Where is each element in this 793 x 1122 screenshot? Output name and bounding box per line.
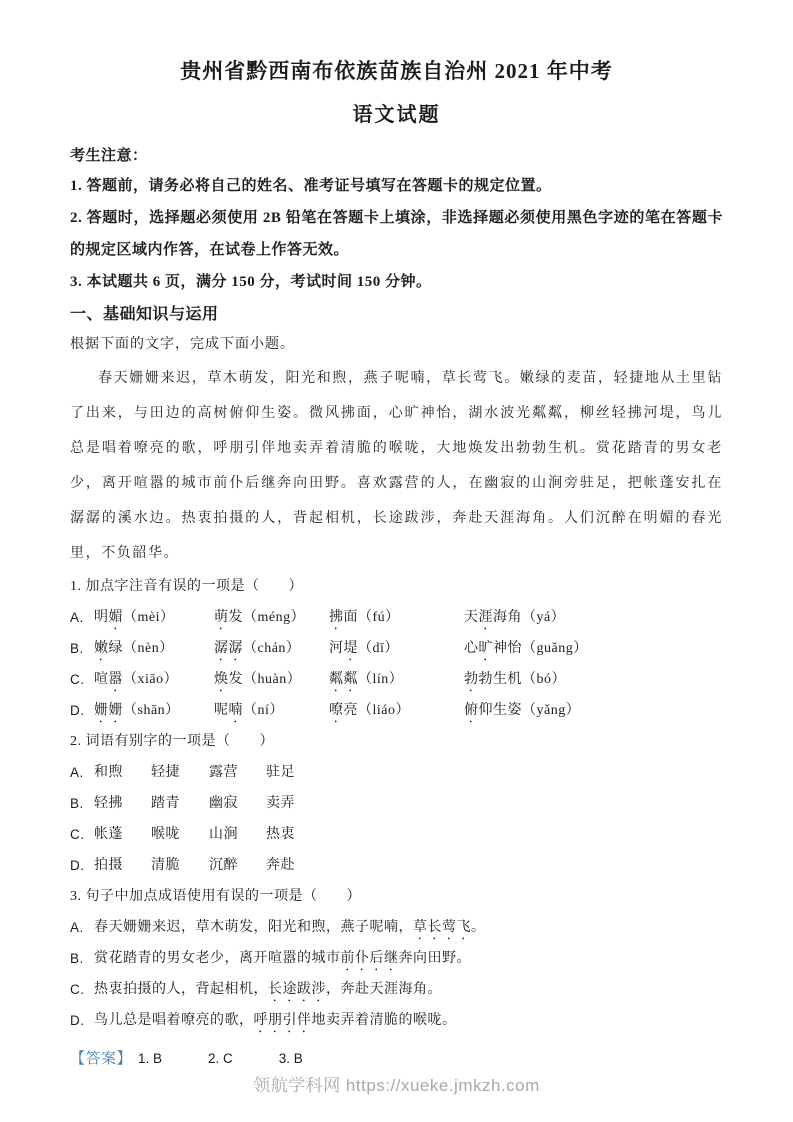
option-cell: 俯仰生姿（yǎng） bbox=[464, 703, 581, 718]
answer-item-3: 3. B bbox=[278, 1051, 303, 1066]
q1-option-row-a bbox=[70, 602, 723, 633]
option-cell: 粼粼（lín） bbox=[329, 672, 404, 687]
option-cell: 潺潺（chán） bbox=[214, 641, 301, 656]
notice-item-1: 1. 答题前，请务必将自己的姓名、准考证号填写在答题卡的规定位置。 bbox=[70, 178, 552, 194]
option-label: B. bbox=[70, 796, 84, 811]
option-word: 轻捷 bbox=[151, 765, 180, 780]
watermark-text: 领航学科网 https://xueke.jmkzh.com bbox=[253, 1076, 540, 1095]
option-word: 清脆 bbox=[151, 858, 180, 873]
paper-title: 贵州省黔西南布依族苗族自治州 2021 年中考 bbox=[180, 59, 613, 83]
option-cell: 嘹亮（liáo） bbox=[329, 703, 410, 718]
notice-heading: 考生注意： bbox=[70, 148, 148, 164]
option-word: 和煦 bbox=[94, 765, 123, 780]
option-word: 驻足 bbox=[266, 765, 295, 780]
option-word: 露营 bbox=[209, 765, 238, 780]
question-1-stem: 1. 加点字注音有误的一项是（ ） bbox=[70, 579, 303, 594]
q3-option-row-c bbox=[70, 974, 723, 1005]
option-cell: 萌发（méng） bbox=[214, 610, 306, 625]
q1-option-row-c bbox=[70, 664, 723, 695]
option-word: 山涧 bbox=[209, 827, 238, 842]
passage-text: 春天姗姗来迟，草木萌发，阳光和煦，燕子呢喃，草长莺飞。嫩绿的麦苗，轻捷地从土里钻了出来，与田边的高树俯仰生姿。微风拂面，心旷神怡，湖水波光粼粼，柳丝轻拂河堤，鸟儿总是唱着嘹亮的歌，呼朋引伴地卖弄着清脆的喉咙，大地焕发出勃勃生机。赏花踏青的男女老少，离开喧嚣的城市前仆后继奔向田野。喜欢露营的人，在幽寂的山涧旁驻足，把帐蓬安扎在潺潺的溪水边。热衷拍摄的人，背起相机，长途跋涉，奔赴天涯海角。人们沉醉在明媚的春光里，不负韶华。 bbox=[70, 371, 723, 561]
option-label: D. bbox=[70, 1013, 85, 1028]
question-3-stem: 3. 句子中加点成语使用有误的一项是（ ） bbox=[70, 889, 361, 904]
option-label: C. bbox=[70, 672, 85, 687]
option-cell: 焕发（huàn） bbox=[214, 672, 302, 687]
answer-item-2: 2. C bbox=[208, 1051, 233, 1066]
q1-option-row-d bbox=[70, 695, 723, 726]
option-word: 拍摄 bbox=[94, 858, 123, 873]
option-cell: 拂面（fú） bbox=[329, 610, 400, 625]
option-label: B. bbox=[70, 951, 84, 966]
option-cell: 姗姗（shān） bbox=[94, 703, 180, 718]
option-label: A. bbox=[70, 920, 84, 935]
q3-option-row-b bbox=[70, 943, 723, 974]
option-label: D. bbox=[70, 703, 85, 718]
option-label: A. bbox=[70, 610, 84, 625]
option-label: A. bbox=[70, 765, 84, 780]
option-sentence: 春天姗姗来迟，草木萌发，阳光和煦，燕子呢喃，草长莺飞。 bbox=[94, 920, 486, 935]
paper-subtitle: 语文试题 bbox=[352, 104, 441, 126]
option-cell: 心旷神怡（guǎng） bbox=[464, 641, 588, 656]
option-word: 奔赴 bbox=[266, 858, 295, 873]
answer-label: 【答案】 bbox=[70, 1051, 133, 1067]
option-word: 卖弄 bbox=[266, 796, 295, 811]
q2-option-row-b bbox=[70, 788, 723, 819]
option-label: C. bbox=[70, 982, 85, 997]
option-label: B. bbox=[70, 641, 84, 656]
option-cell: 喧嚣（xiāo） bbox=[94, 672, 179, 687]
option-sentence: 赏花踏青的男女老少，离开喧嚣的城市前仆后继奔向田野。 bbox=[94, 951, 471, 966]
q3-option-row-d bbox=[70, 1005, 723, 1036]
option-cell: 河堤（dī） bbox=[329, 641, 399, 656]
option-word: 热衷 bbox=[266, 827, 295, 842]
answer-item-1: 1. B bbox=[138, 1051, 163, 1066]
passage-intro: 根据下面的文字，完成下面小题。 bbox=[70, 337, 295, 352]
notice-item-2: 2. 答题时，选择题必须使用 2B 铅笔在答题卡上填涂，非选择题必须使用黑色字迹的笔在答题卡的规定区域内作答，在试卷上作答无效。 bbox=[70, 210, 723, 258]
q2-option-row-c bbox=[70, 819, 723, 850]
option-word: 喉咙 bbox=[151, 827, 180, 842]
option-cell: 天涯海角（yá） bbox=[464, 610, 566, 625]
option-word: 轻拂 bbox=[94, 796, 123, 811]
option-sentence: 鸟儿总是唱着嘹亮的歌，呼朋引伴地卖弄着清脆的喉咙。 bbox=[94, 1013, 457, 1028]
question-2-stem: 2. 词语有别字的一项是（ ） bbox=[70, 734, 274, 749]
option-sentence: 热衷拍摄的人，背起相机，长途跋涉，奔赴天涯海角。 bbox=[94, 982, 442, 997]
option-cell: 明媚（mèi） bbox=[94, 610, 175, 625]
option-word: 幽寂 bbox=[209, 796, 238, 811]
q3-option-row-a bbox=[70, 912, 723, 943]
answer-row bbox=[70, 1044, 723, 1074]
q2-option-row-a bbox=[70, 757, 723, 788]
option-cell: 呢喃（ní） bbox=[214, 703, 284, 718]
option-word: 踏青 bbox=[151, 796, 180, 811]
option-cell: 勃勃生机（bó） bbox=[464, 672, 566, 687]
option-word: 沉醉 bbox=[209, 858, 238, 873]
q1-option-row-b bbox=[70, 633, 723, 664]
option-label: D. bbox=[70, 858, 85, 873]
option-label: C. bbox=[70, 827, 85, 842]
option-word: 帐蓬 bbox=[94, 827, 123, 842]
notice-item-3: 3. 本试题共 6 页，满分 150 分，考试时间 150 分钟。 bbox=[70, 274, 432, 290]
q2-option-row-d bbox=[70, 850, 723, 881]
section-heading: 一、基础知识与运用 bbox=[70, 306, 219, 323]
option-cell: 嫩绿（nèn） bbox=[94, 641, 174, 656]
